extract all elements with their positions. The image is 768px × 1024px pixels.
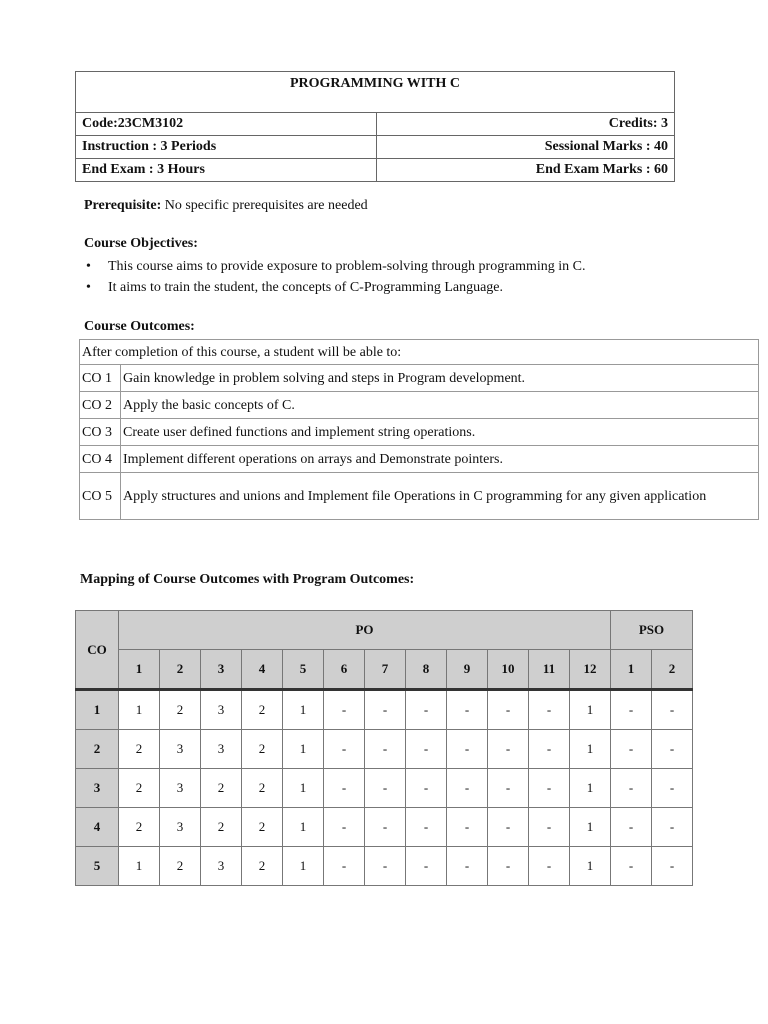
- po-number-header: 7: [365, 650, 406, 690]
- mapping-cell: -: [365, 847, 406, 886]
- co-label: CO 3: [80, 419, 121, 446]
- mapping-cell: -: [447, 730, 488, 769]
- pso-group-header: PSO: [611, 611, 693, 650]
- mapping-cell: -: [529, 847, 570, 886]
- outcomes-heading: Course Outcomes:: [84, 319, 195, 334]
- table-row: [76, 847, 693, 886]
- mapping-cell: 2: [242, 847, 283, 886]
- mapping-cell: -: [488, 847, 529, 886]
- mapping-cell: 1: [570, 730, 611, 769]
- mapping-cell: -: [529, 690, 570, 730]
- objectives-heading: Course Objectives:: [84, 236, 198, 251]
- mapping-cell: 1: [283, 847, 324, 886]
- prerequisite-label: Prerequisite:: [84, 198, 162, 213]
- mapping-cell: -: [406, 690, 447, 730]
- mapping-cell: -: [406, 847, 447, 886]
- po-number-header: 1: [119, 650, 160, 690]
- mapping-cell: 2: [119, 769, 160, 808]
- mapping-cell: 2: [201, 808, 242, 847]
- po-number-header: 11: [529, 650, 570, 690]
- po-number-header: 6: [324, 650, 365, 690]
- table-row: [80, 419, 759, 446]
- mapping-cell: -: [611, 690, 652, 730]
- mapping-cell: -: [447, 690, 488, 730]
- sessional-marks: Sessional Marks : 40: [377, 136, 675, 159]
- mapping-cell: -: [406, 808, 447, 847]
- mapping-cell: -: [365, 769, 406, 808]
- co-po-mapping-table: [75, 610, 693, 886]
- co-label: CO 4: [80, 446, 121, 473]
- course-header-table: [75, 71, 675, 182]
- mapping-heading: Mapping of Course Outcomes with Program Outcomes:: [80, 572, 415, 587]
- course-code: Code:23CM3102: [76, 113, 377, 136]
- mapping-cell: -: [365, 808, 406, 847]
- prerequisite-text: No specific prerequisites are needed: [161, 198, 368, 213]
- po-number-header: 8: [406, 650, 447, 690]
- co-label: CO 2: [80, 392, 121, 419]
- mapping-cell: 3: [160, 769, 201, 808]
- course-credits: Credits: 3: [377, 113, 675, 136]
- table-row: [80, 365, 759, 392]
- mapping-cell: 3: [201, 847, 242, 886]
- mapping-cell: 2: [242, 690, 283, 730]
- mapping-cell: -: [447, 808, 488, 847]
- mapping-cell: 1: [570, 847, 611, 886]
- table-row: [76, 769, 693, 808]
- mapping-cell: 2: [160, 847, 201, 886]
- mapping-cell: 1: [119, 847, 160, 886]
- mapping-cell: 2: [242, 808, 283, 847]
- table-row: [80, 446, 759, 473]
- mapping-cell: 1: [283, 769, 324, 808]
- mapping-cell: 3: [201, 690, 242, 730]
- table-row: [80, 392, 759, 419]
- bullet-icon: •: [86, 259, 91, 274]
- mapping-cell: -: [529, 730, 570, 769]
- mapping-cell: -: [611, 769, 652, 808]
- mapping-cell: -: [652, 808, 693, 847]
- table-row: [76, 808, 693, 847]
- mapping-cell: 1: [570, 690, 611, 730]
- mapping-cell: -: [611, 847, 652, 886]
- pso-number-header: 1: [611, 650, 652, 690]
- mapping-cell: 2: [242, 730, 283, 769]
- table-row: [80, 473, 759, 520]
- mapping-cell: -: [324, 808, 365, 847]
- mapping-cell: -: [652, 690, 693, 730]
- co-row-label: 3: [76, 769, 119, 808]
- mapping-cell: -: [488, 808, 529, 847]
- co-text: Apply structures and unions and Implement file Operations in C programming for any given application: [121, 473, 759, 520]
- course-outcomes-table: [79, 339, 759, 520]
- outcomes-intro: After completion of this course, a student will be able to:: [80, 340, 759, 365]
- mapping-cell: 1: [570, 769, 611, 808]
- mapping-cell: 3: [160, 808, 201, 847]
- pso-number-header: 2: [652, 650, 693, 690]
- co-label: CO 1: [80, 365, 121, 392]
- po-number-header: 9: [447, 650, 488, 690]
- mapping-cell: -: [488, 690, 529, 730]
- mapping-cell: -: [447, 769, 488, 808]
- mapping-cell: -: [652, 769, 693, 808]
- mapping-cell: -: [488, 769, 529, 808]
- po-group-header: PO: [119, 611, 611, 650]
- mapping-cell: -: [406, 769, 447, 808]
- po-number-header: 10: [488, 650, 529, 690]
- mapping-cell: -: [529, 808, 570, 847]
- co-text: Create user defined functions and implement string operations.: [121, 419, 759, 446]
- co-row-label: 1: [76, 690, 119, 730]
- table-row: [76, 730, 693, 769]
- mapping-cell: 1: [283, 690, 324, 730]
- po-number-header: 2: [160, 650, 201, 690]
- mapping-cell: -: [324, 730, 365, 769]
- table-row: [76, 690, 693, 730]
- mapping-cell: -: [324, 847, 365, 886]
- co-row-label: 2: [76, 730, 119, 769]
- mapping-cell: -: [324, 769, 365, 808]
- objective-text: This course aims to provide exposure to problem-solving through programming in C.: [108, 259, 586, 274]
- co-row-label: 4: [76, 808, 119, 847]
- mapping-cell: -: [652, 847, 693, 886]
- mapping-cell: 1: [283, 730, 324, 769]
- objectives-list: [84, 256, 585, 298]
- mapping-cell: -: [529, 769, 570, 808]
- mapping-cell: 1: [283, 808, 324, 847]
- po-number-header: 4: [242, 650, 283, 690]
- co-text: Apply the basic concepts of C.: [121, 392, 759, 419]
- course-instruction: Instruction : 3 Periods: [76, 136, 377, 159]
- mapping-cell: -: [611, 808, 652, 847]
- list-item: [84, 277, 585, 298]
- mapping-cell: 2: [119, 808, 160, 847]
- mapping-cell: -: [652, 730, 693, 769]
- end-exam-duration: End Exam : 3 Hours: [76, 159, 377, 182]
- co-row-label: 5: [76, 847, 119, 886]
- co-label: CO 5: [80, 473, 121, 520]
- po-number-header: 5: [283, 650, 324, 690]
- bullet-icon: •: [86, 280, 91, 295]
- mapping-cell: -: [611, 730, 652, 769]
- mapping-cell: 1: [119, 690, 160, 730]
- mapping-cell: 2: [201, 769, 242, 808]
- co-text: Gain knowledge in problem solving and steps in Program development.: [121, 365, 759, 392]
- mapping-cell: -: [365, 690, 406, 730]
- mapping-cell: -: [488, 730, 529, 769]
- mapping-cell: 2: [160, 690, 201, 730]
- list-item: [84, 256, 585, 277]
- objective-text: It aims to train the student, the concepts of C-Programming Language.: [108, 280, 504, 295]
- course-title: PROGRAMMING WITH C: [76, 72, 675, 113]
- mapping-cell: -: [324, 690, 365, 730]
- po-number-header: 3: [201, 650, 242, 690]
- mapping-cell: -: [447, 847, 488, 886]
- prerequisite: [84, 198, 368, 214]
- mapping-cell: 3: [160, 730, 201, 769]
- mapping-cell: -: [406, 730, 447, 769]
- end-exam-marks: End Exam Marks : 60: [377, 159, 675, 182]
- co-column-header: CO: [76, 611, 119, 690]
- mapping-cell: 2: [242, 769, 283, 808]
- mapping-cell: 1: [570, 808, 611, 847]
- po-number-header: 12: [570, 650, 611, 690]
- mapping-cell: -: [365, 730, 406, 769]
- mapping-cell: 2: [119, 730, 160, 769]
- co-text: Implement different operations on arrays and Demonstrate pointers.: [121, 446, 759, 473]
- mapping-cell: 3: [201, 730, 242, 769]
